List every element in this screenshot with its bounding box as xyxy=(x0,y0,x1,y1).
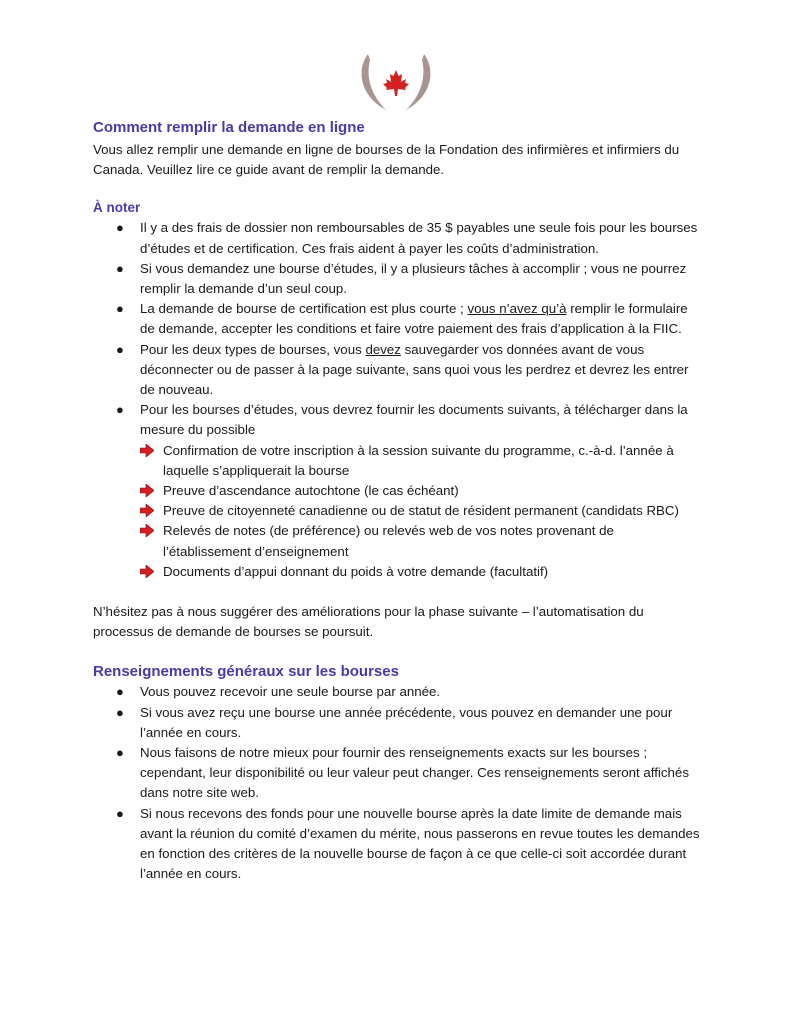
document-item: Relevés de notes (de préférence) ou relevés web de vos notes provenant de l’établissement d’enseignement xyxy=(140,521,703,561)
bullet-icon: ● xyxy=(116,684,124,700)
intro-paragraph: Vous allez remplir une demande en ligne de bourses de la Fondation des infirmières et infirmiers du Canada. Veuillez lire ce guide avant de remplir la demande. xyxy=(93,142,680,178)
bullet-icon: ● xyxy=(116,704,124,720)
list-item: ● La demande de bourse de certification est plus courte ; vous n’avez qu’à remplir le formulaire de demande, accepter les conditions et faire votre paiement des frais d’application à la FIIC. xyxy=(116,301,688,337)
list-item: ● Si nous recevons des fonds pour une nouvelle bourse après la date limite de demande mais avant la réunion du comité d’examen du mérite, nous passerons en revue toutes les demandes en fonction des critères de la nouvelle bourse de façon à ce que celle-ci soit accordée durant l’année en cours. xyxy=(116,805,700,882)
bullet-icon: ● xyxy=(116,745,124,761)
document-item: Documents d’appui donnant du poids à votre demande (facultatif) xyxy=(140,562,703,582)
document-item: Confirmation de votre inscription à la session suivante du programme, c.-à-d. l’année à laquelle s’appliquerait la bourse xyxy=(140,441,703,481)
documents-list xyxy=(140,441,703,582)
list-item: ● Si vous avez reçu une bourse une année précédente, vous pouvez en demander une pour l’année en cours. xyxy=(116,704,673,740)
list-item: ● Pour les bourses d’études, vous devrez fournir les documents suivants, à télécharger dans la mesure du possible Confirmation de votre inscription à la session suivante du programme, c.-à-d. l’année à laquelle s’appliquerait la bourse Preuve d’ascendance autochtone (le cas échéant) Preuve de citoyenneté canadienne ou de statut de résident permanent (candidats RBC) Relevés de notes (de préférence) ou relevés web de vos notes provenant de l’établissement d’enseignement Documents d’appui donnant du poids à votre demande (facultatif) xyxy=(93,400,703,582)
main-heading: Comment remplir la demande en ligne xyxy=(93,119,365,136)
note-list xyxy=(93,218,703,582)
list-item: ● Pour les deux types de bourses, vous devez sauvegarder vos données avant de vous déconnecter ou de passer à la page suivante, sans quoi vous les perdrez et devrez les entrer de nouveau. xyxy=(116,341,689,398)
bullet-icon: ● xyxy=(116,341,124,357)
underlined-text: devez xyxy=(365,341,401,357)
general-list xyxy=(93,682,703,884)
underlined-text: vous n’avez qu’à xyxy=(467,301,567,317)
document-item: Preuve de citoyenneté canadienne ou de statut de résident permanent (candidats RBC) xyxy=(140,501,703,521)
document-item: Preuve d’ascendance autochtone (le cas échéant) xyxy=(140,481,703,501)
list-item: ● Vous pouvez recevoir une seule bourse par année. xyxy=(93,682,703,702)
bullet-icon: ● xyxy=(116,260,124,276)
bullet-icon: ● xyxy=(116,301,124,317)
general-heading: Renseignements généraux sur les bourses xyxy=(93,663,399,681)
arrow-right-icon xyxy=(140,484,154,497)
suggestion-paragraph: N’hésitez pas à nous suggérer des améliorations pour la phase suivante – l’automatisation du processus de demande de bourses se poursuit. xyxy=(93,604,644,640)
arrow-right-icon xyxy=(140,444,154,457)
list-item: ● Il y a des frais de dossier non remboursables de 35 $ payables une seule fois pour les bourses d’études et de certification. Ces frais aident à payer les coûts d’administration. xyxy=(116,220,698,256)
bullet-icon: ● xyxy=(116,220,124,236)
arrow-right-icon xyxy=(140,565,154,578)
bullet-icon: ● xyxy=(116,402,124,418)
list-item: ● Nous faisons de notre mieux pour fournir des renseignements exacts sur les bourses ; cependant, leur disponibilité ou leur valeur peut changer. Ces renseignements seront affichés dans notre site web. xyxy=(116,745,689,801)
foundation-logo-icon xyxy=(356,52,436,114)
arrow-right-icon xyxy=(140,524,154,537)
document-body xyxy=(93,118,703,885)
list-item: ● Si vous demandez une bourse d’études, il y a plusieurs tâches à accomplir ; vous ne pourrez remplir la demande d’un seul coup. xyxy=(116,260,687,297)
note-heading: À noter xyxy=(93,200,141,216)
arrow-right-icon xyxy=(140,504,154,517)
bullet-icon: ● xyxy=(116,805,124,821)
